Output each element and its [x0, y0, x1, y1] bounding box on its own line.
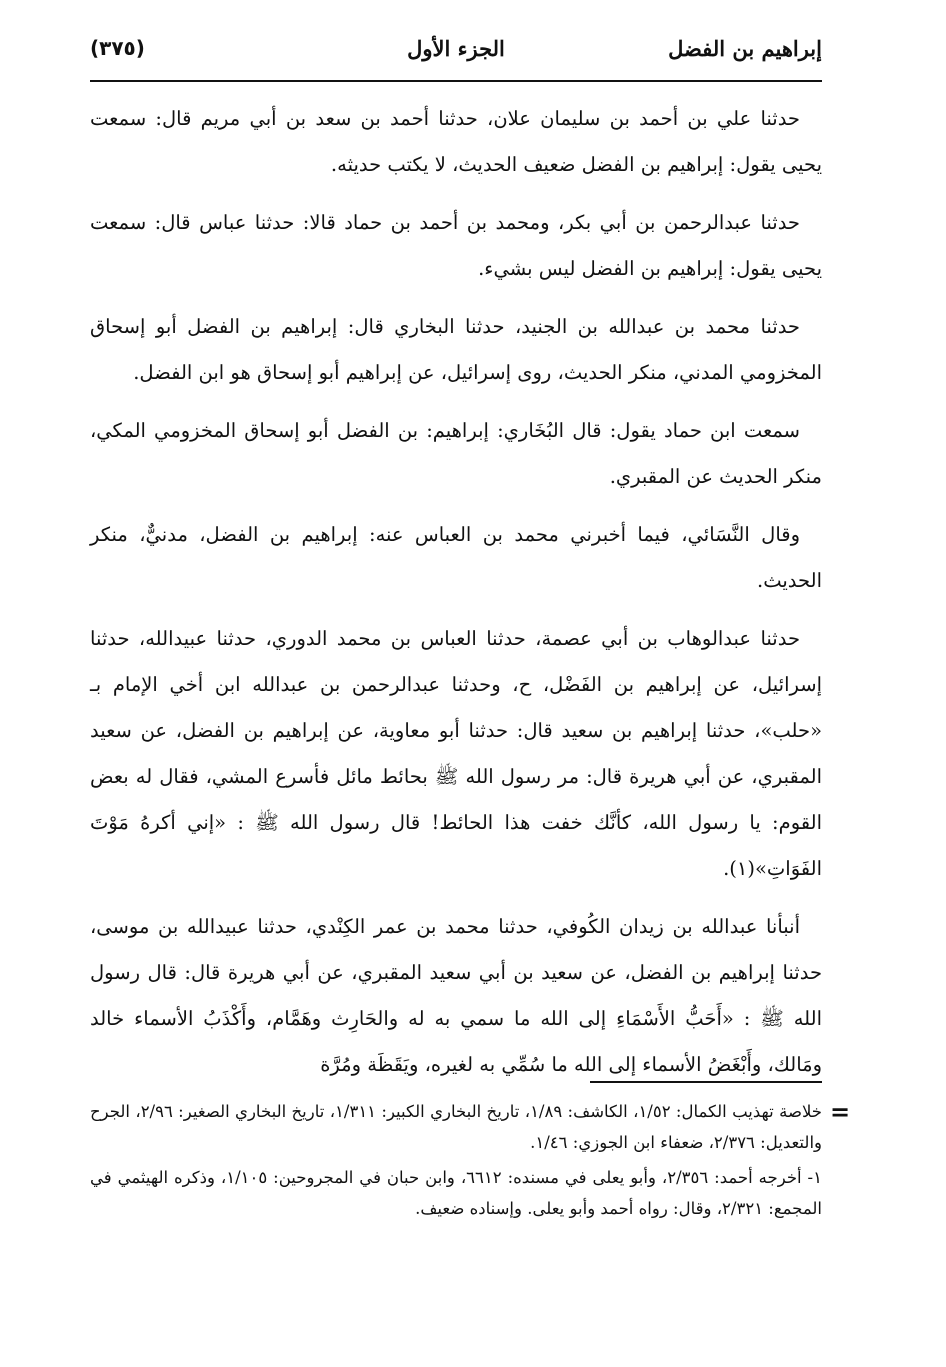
page-header	[90, 28, 822, 82]
footnote-continued: خلاصة تهذيب الكمال: ١/٥٢، الكاشف: ١/٨٩، تاريخ البخاري الكبير: ١/٣١١، تاريخ البخاري الصغير: ٢/٩٦، الجرح والتعديل: ٢/٣٧٦، ضعفاء ابن الجوزي: ١/٤٦.	[90, 1102, 822, 1152]
header-rule	[90, 80, 822, 82]
footnote-rule	[590, 1081, 822, 1083]
paragraph-7: أنبأنا عبدالله بن زيدان الكُوفي، حدثنا محمد بن عمر الكِنْدي، حدثنا عبيدالله بن موسى، حدثنا إبراهيم بن الفضل، عن سعيد بن أبي سعيد المقبري، عن أبي هريرة قال: قال رسول الله ﷺ : «أَحَبُّ الأَسْمَاءِ إلى الله ما سمي به له والحَارِث وهَمَّام، وأَكْذَبُ الأسماء خالد ومَالك، وأَبْغَضُ الأسماء إلى الله ما سُمِّي به لغيره، ويَقَظَة ومُرَّة	[90, 915, 822, 1076]
running-title: إبراهيم بن الفضل	[668, 36, 822, 61]
paragraph-4: سمعت ابن حماد يقول: قال البُخَاري: إبراهيم: بن الفضل أبو إسحاق المخزومي المكي، منكر الحديث عن المقبري.	[90, 419, 822, 488]
footnote-1: ١- أخرجه أحمد: ٢/٣٥٦، وأبو يعلى في مسنده: ٦٦١٢، وابن حبان في المجروحين: ١/١٠٥، وذكره الهيثمي في المجمع: ٢/٣٢١، وقال: رواه أحمد وأبو يعلى. وإسناده ضعيف.	[90, 1168, 823, 1218]
footnotes	[90, 1096, 822, 1228]
page-number: (٣٧٥)	[90, 36, 145, 60]
volume-title: الجزء الأول	[407, 36, 505, 61]
paragraph-1: حدثنا علي بن أحمد بن سليمان علان، حدثنا أحمد بن سعد بن أبي مريم قال: سمعت يحيى يقول: إبراهيم بن الفضل ضعيف الحديث، لا يكتب حديثه.	[90, 107, 822, 176]
paragraph-6: حدثنا عبدالوهاب بن أبي عصمة، حدثنا العباس بن محمد الدوري، حدثنا عبيدالله، حدثنا إسرائيل، عن إبراهيم بن الفَضْل، ح، وحدثنا عبدالرحمن بن عبدالله ابن أخي الإمام بـ «حلب»، حدثنا إبراهيم بن سعيد قال: حدثنا أبو معاوية، عن إبراهيم بن الفضل، عن سعيد المقبري، عن أبي هريرة قال: مر رسول الله ﷺ بحائط مائل فأسرع المشي، فقال له بعض القوم: يا رسول الله، كأنَّك خفت هذا الحائط! قال رسول الله ﷺ : «إني أكرهُ مَوْتَ الفَوَاتِ»(١).	[90, 627, 822, 880]
paragraph-3: حدثنا محمد بن عبدالله بن الجنيد، حدثنا البخاري قال: إبراهيم بن الفضل أبو إسحاق المخزومي المدني، منكر الحديث، روى إسرائيل، عن إبراهيم أبو إسحاق هو ابن الفضل.	[90, 315, 822, 384]
paragraph-5: وقال النَّسَائي، فيما أخبرني محمد بن العباس عنه: إبراهيم بن الفضل، مدنيٌّ، منكر الحديث.	[90, 523, 822, 592]
main-text	[90, 96, 822, 1100]
footnote-continuation-mark: =	[830, 1098, 851, 1126]
paragraph-2: حدثنا عبدالرحمن بن أبي بكر، ومحمد بن أحمد بن حماد قالا: حدثنا عباس قال: سمعت يحيى يقول: إبراهيم بن الفضل ليس بشيء.	[90, 211, 822, 280]
